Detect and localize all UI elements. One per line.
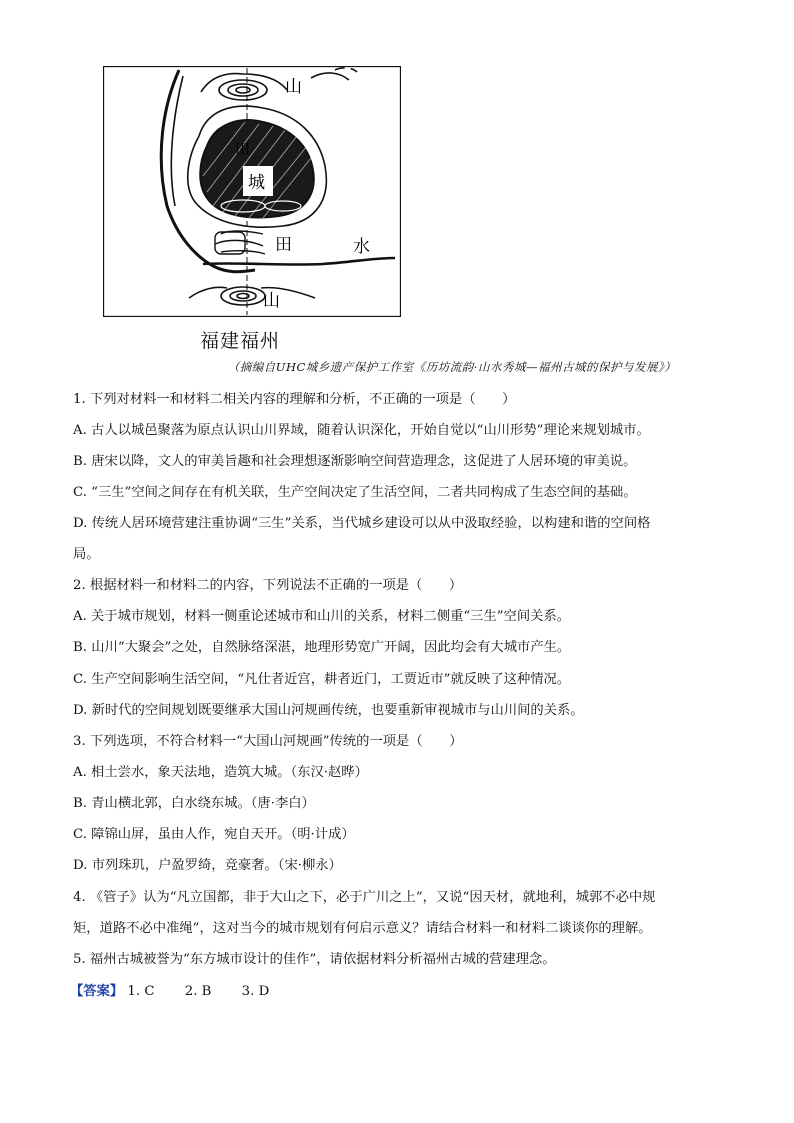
water-river — [203, 258, 395, 265]
q2-option-c: C. 生产空间影响生活空间，“凡仕者近宫，耕者近门，工贾近市”就反映了这种情况。 — [73, 672, 571, 687]
q3-option-a: A. 相土尝水，象天法地，造筑大城。（东汉·赵晔） — [73, 765, 368, 780]
label-field-bottom: 田 — [275, 235, 292, 255]
label-city: 城 — [248, 173, 265, 193]
q3-option-d: D. 市列珠玑，户盈罗绮，竞豪奢。（宋·柳永） — [73, 858, 342, 873]
label-water: 水 — [353, 237, 370, 257]
answer-item-3: 3. D — [241, 984, 270, 999]
q2-option-d: D. 新时代的空间规划既要继承大国山河规画传统，也要重新审视城市与山川间的关系。 — [73, 703, 584, 718]
answer-label: 【答案】 — [70, 984, 124, 999]
field-contours — [215, 231, 265, 254]
q1-option-a: A. 古人以城邑聚落为原点认识山川界域，随着认识深化，开始自觉以“山川形势”理论来规划城市。 — [73, 423, 650, 438]
q3-option-c: C. 障锦山屏，虽由人作，宛自天开。（明·计成） — [73, 827, 355, 842]
label-field-top: 田 — [235, 140, 251, 158]
figure-caption: 福建福州 — [200, 330, 281, 352]
q1-option-c: C. “三生”空间之间存在有机关联，生产空间决定了生活空间，二者共同构成了生态空间的基础。 — [73, 485, 637, 500]
answer-row — [70, 982, 730, 1002]
answer-item-1: 1. C — [127, 984, 155, 999]
q5-text: 5. 福州古城被誉为“东方城市设计的佳作”，请依据材料分析福州古城的营建理念。 — [73, 952, 556, 967]
map-illustration — [103, 66, 401, 317]
top-mountain-contours — [201, 68, 357, 100]
q1-option-d-line2: 局。 — [73, 547, 100, 562]
bottom-mountain-contours — [189, 287, 315, 305]
q1-stem: 1. 下列对材料一和材料二相关内容的理解和分析，不正确的一项是（ ） — [73, 392, 516, 407]
label-mountain-bottom: 山 — [263, 291, 280, 311]
q4-line1: 4. 《管子》认为“凡立国都，非于大山之下，必于广川之上”，又说“因天材，就地利，城郭不必中规 — [73, 890, 656, 905]
label-mountain-top: 山 — [285, 77, 302, 97]
q1-option-d-line1: D. 传统人居环境营建注重协调“三生”关系，当代城乡建设可以从中汲取经验，以构建和谐的空间格 — [73, 516, 651, 531]
figure-source: （摘编自UHC城乡遗产保护工作室《历坊流韵·山水秀城—福州古城的保护与发展》） — [227, 360, 677, 374]
q2-option-a: A. 关于城市规划，材料一侧重论述城市和山川的关系，材料二侧重“三生”空间关系。 — [73, 609, 571, 624]
fuzhou-city-map — [103, 66, 401, 317]
q4-line2: 矩，道路不必中准绳”，这对当今的城市规划有何启示意义？请结合材料一和材料二谈谈你的理解。 — [73, 921, 652, 936]
q2-stem: 2. 根据材料一和材料二的内容，下列说法不正确的一项是（ ） — [73, 578, 463, 593]
q3-stem: 3. 下列选项，不符合材料一“大国山河规画”传统的一项是（ ） — [73, 734, 463, 749]
q2-option-b: B. 山川“大聚会”之处，自然脉络深湛，地理形势宽广开阔，因此均会有大城市产生。 — [73, 640, 571, 655]
q3-option-b: B. 青山横北郭，白水绕东城。（唐·李白） — [73, 796, 315, 811]
q1-option-b: B. 唐宋以降，文人的审美旨趣和社会理想逐渐影响空间营造理念，这促进了人居环境的审美说。 — [73, 454, 637, 469]
answer-item-2: 2. B — [184, 984, 212, 999]
